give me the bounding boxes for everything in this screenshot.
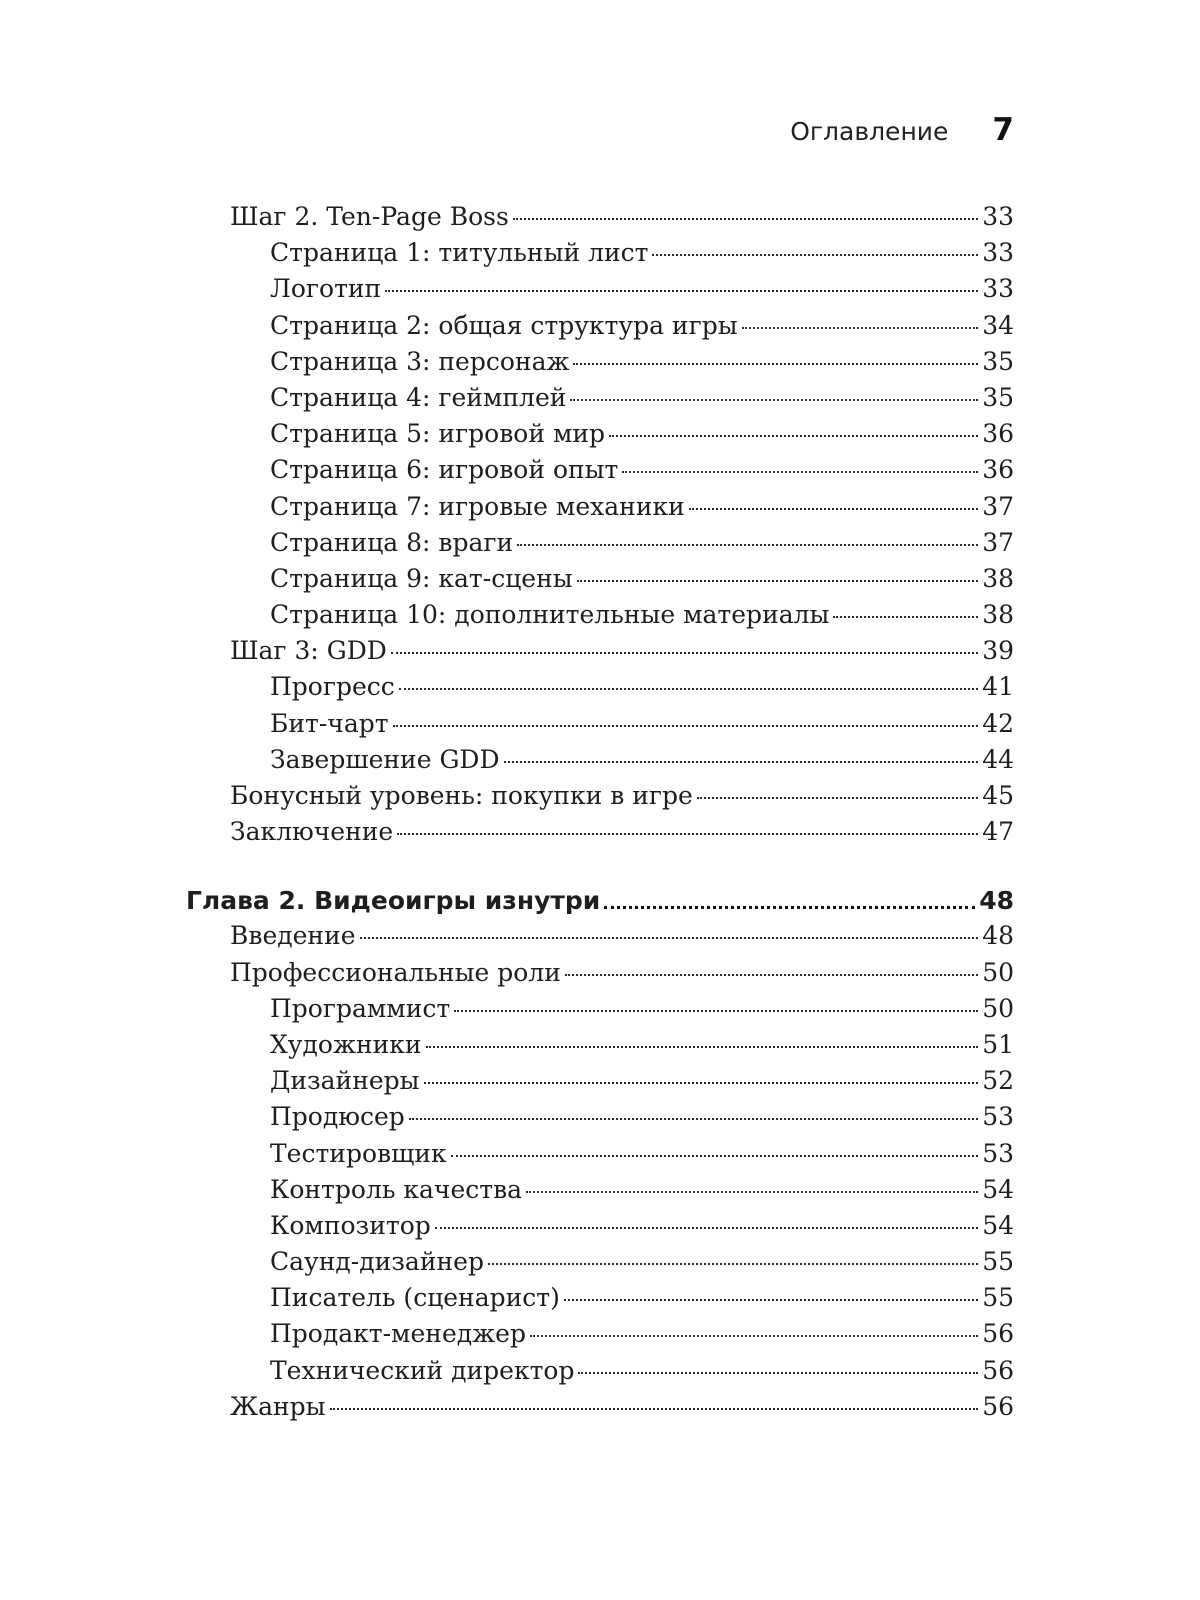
toc-entry-title: Программист [270, 993, 451, 1023]
toc-entry-page: 54 [982, 1174, 1014, 1204]
dot-leader [697, 797, 978, 799]
dot-leader [409, 1118, 978, 1120]
toc-entry-page: 33 [982, 238, 1014, 268]
toc-entry [186, 1247, 1014, 1283]
toc-entry-title: Жанры [230, 1391, 326, 1421]
toc-entry-page: 56 [982, 1391, 1014, 1421]
dot-leader [833, 616, 978, 618]
toc-entry-title: Страница 10: дополнительные материалы [270, 600, 830, 630]
toc-entry-page: 53 [982, 1138, 1014, 1168]
header-title: Оглавление [790, 117, 949, 146]
dot-leader [424, 1082, 979, 1084]
toc-entry [186, 921, 1014, 957]
dot-leader [426, 1046, 979, 1048]
toc-entry-title: Продюсер [270, 1102, 405, 1132]
toc-entry-title: Дизайнеры [270, 1066, 420, 1096]
toc-entry [186, 274, 1014, 310]
toc-entry-title: Страница 8: враги [270, 527, 514, 557]
toc-entry [186, 1030, 1014, 1066]
toc-entry-page: 50 [982, 993, 1014, 1023]
toc-entry [186, 1066, 1014, 1102]
dot-leader [385, 290, 978, 292]
dot-leader [435, 1227, 978, 1229]
toc-entry [186, 745, 1014, 781]
toc-entry [186, 1102, 1014, 1138]
toc-entry-page: 48 [982, 921, 1014, 951]
dot-leader [488, 1263, 978, 1265]
running-header [760, 112, 1014, 162]
toc-entry-title: Тестировщик [270, 1138, 447, 1168]
toc-entry-page: 33 [982, 202, 1014, 231]
toc-entry-page: 36 [982, 455, 1014, 485]
dot-leader [689, 508, 978, 510]
toc-entry-title: Логотип [270, 274, 382, 304]
toc-entry [186, 311, 1014, 347]
dot-leader [399, 688, 978, 690]
toc-entry [186, 202, 1014, 238]
toc-entry-page: 33 [982, 274, 1014, 304]
toc-entry-title: Заключение [230, 817, 394, 847]
toc-entry-title: Шаг 2. Ten-Page Boss [230, 202, 509, 231]
toc-entry [186, 455, 1014, 491]
dot-leader [330, 1408, 979, 1410]
toc-entry-page: 42 [982, 708, 1014, 738]
toc-entry-title: Страница 5: игровой мир [270, 419, 606, 449]
toc-entry [186, 1392, 1014, 1428]
toc-entry [186, 672, 1014, 708]
toc-entry-page: 38 [982, 563, 1014, 593]
toc-entry-page: 35 [982, 382, 1014, 412]
toc-entry [186, 600, 1014, 636]
dot-leader [578, 1372, 978, 1374]
toc-entry-page: 41 [982, 672, 1014, 702]
toc-entry [186, 564, 1014, 600]
toc-entry-title: Технический директор [270, 1355, 575, 1385]
toc-entry-title: Завершение GDD [270, 744, 500, 774]
toc-entry-page: 36 [982, 419, 1014, 449]
toc-entry [186, 238, 1014, 274]
toc-entry [186, 817, 1014, 853]
toc-entry [186, 1319, 1014, 1355]
toc-entry-page: 56 [982, 1355, 1014, 1385]
toc-entry-title: Страница 3: персонаж [270, 346, 570, 376]
toc-entry-title: Глава 2. Видеоигры изнутри [186, 886, 601, 916]
toc-entry-title: Введение [230, 921, 356, 951]
dot-leader [454, 1010, 978, 1012]
toc-entry-page: 55 [982, 1247, 1014, 1277]
toc-entry-title: Страница 1: титульный лист [270, 238, 649, 268]
dot-leader [530, 1335, 978, 1337]
toc-entry-title: Страница 4: геймплей [270, 382, 567, 412]
toc-entry-title: Бонусный уровень: покупки в игре [230, 781, 693, 810]
toc-entry-page: 34 [982, 310, 1014, 340]
dot-leader [573, 363, 978, 365]
toc-entry [186, 994, 1014, 1030]
dot-leader [513, 218, 978, 220]
toc-entry-page: 56 [982, 1319, 1014, 1349]
toc-entry-page: 52 [982, 1066, 1014, 1096]
dot-leader [564, 1299, 978, 1301]
dot-leader [451, 1155, 979, 1157]
toc-entry-title: Композитор [270, 1210, 431, 1240]
toc-entry-title: Контроль качества [270, 1174, 523, 1204]
toc-entry [186, 709, 1014, 745]
toc-entry-page: 54 [982, 1210, 1014, 1240]
toc-entry-title: Страница 2: общая структура игры [270, 310, 738, 340]
toc-entry [186, 1283, 1014, 1319]
toc-entry-title: Шаг 3: GDD [230, 636, 387, 666]
toc-entry [186, 1356, 1014, 1392]
dot-leader [570, 399, 978, 401]
toc-entry-title: Страница 7: игровые механики [270, 491, 685, 521]
toc-entry-page: 47 [982, 817, 1014, 847]
dot-leader [393, 725, 979, 727]
dot-leader [604, 906, 975, 909]
toc-entry [186, 347, 1014, 383]
toc-entry-page: 53 [982, 1102, 1014, 1132]
toc-chapter-entry [186, 873, 1014, 921]
header-page-number: 7 [992, 112, 1014, 148]
toc-entry [186, 958, 1014, 994]
dot-leader [517, 544, 978, 546]
dot-leader [609, 435, 978, 437]
toc-entry-page: 35 [982, 346, 1014, 376]
toc-entry-page: 38 [982, 600, 1014, 630]
toc-entry-page: 37 [982, 527, 1014, 557]
toc-entry-title: Прогресс [270, 672, 395, 702]
dot-leader [360, 937, 979, 939]
toc-entry-title: Бит-чарт [270, 708, 389, 738]
toc-entry [186, 383, 1014, 419]
toc-entry-page: 39 [982, 636, 1014, 666]
toc-entry [186, 1175, 1014, 1211]
dot-leader [397, 833, 978, 835]
dot-leader [622, 471, 978, 473]
toc-entry [186, 636, 1014, 672]
toc-entry-page: 44 [982, 744, 1014, 774]
toc-entry-title: Писатель (сценарист) [270, 1283, 560, 1313]
toc-entry-title: Саунд-дизайнер [270, 1247, 484, 1277]
toc-entry-title: Страница 6: игровой опыт [270, 455, 619, 485]
toc-entry-page: 37 [982, 491, 1014, 521]
toc-entry-title: Художники [270, 1029, 422, 1059]
toc-entry-page: 50 [982, 957, 1014, 987]
toc-entry-page: 48 [979, 886, 1014, 916]
dot-leader [504, 761, 979, 763]
toc-entry [186, 1139, 1014, 1175]
toc-entry [186, 1211, 1014, 1247]
dot-leader [391, 652, 978, 654]
dot-leader [565, 974, 978, 976]
toc-entry [186, 492, 1014, 528]
toc-entry-title: Профессиональные роли [230, 957, 561, 987]
dot-leader [652, 254, 978, 256]
toc-entry-title: Продакт-менеджер [270, 1319, 526, 1349]
dot-leader [742, 327, 979, 329]
dot-leader [577, 580, 979, 582]
toc-entry [186, 419, 1014, 455]
toc-entry-title: Страница 9: кат-сцены [270, 563, 573, 593]
dot-leader [526, 1191, 978, 1193]
table-of-contents [186, 202, 1014, 1428]
toc-entry [186, 528, 1014, 564]
toc-entry-page: 55 [982, 1283, 1014, 1313]
toc-entry [186, 781, 1014, 817]
toc-entry-page: 51 [982, 1029, 1014, 1059]
toc-entry-page: 45 [982, 781, 1014, 810]
